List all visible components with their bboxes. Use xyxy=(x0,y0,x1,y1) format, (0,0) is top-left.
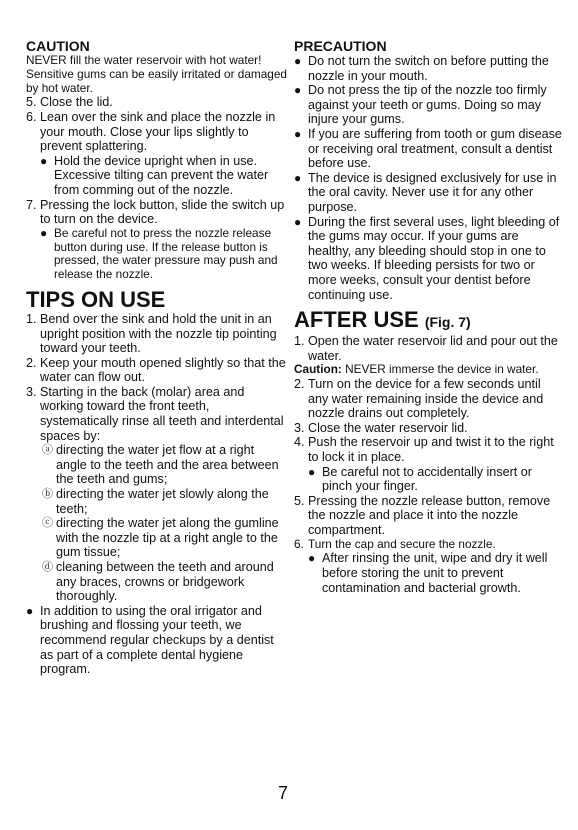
precaution-heading: PRECAUTION xyxy=(294,38,387,54)
bullet-icon: ● xyxy=(294,214,302,229)
after-use-heading: AFTER USE (Fig. 7) xyxy=(294,307,471,333)
after-step-4-bullet: ● Be careful not to accidentally insert or pinch your finger. xyxy=(308,464,533,494)
bullet-icon: ● xyxy=(294,170,302,185)
tip-3-item-a: ⓐ directing the water jet flow at a right angle to the teeth and the area between the teeth and gums; xyxy=(42,443,279,487)
after-caution: Caution: NEVER immerse the device in water. xyxy=(294,362,539,377)
figure-reference: (Fig. 7) xyxy=(424,314,471,331)
tip-3-item-b: ⓑ directing the water jet slowly along the teeth; xyxy=(42,487,269,516)
step-7: 7. Pressing the lock button, slide the switch up to turn on the device. xyxy=(26,197,285,227)
after-step-4: 4. Push the reservoir up and twist it to the right to lock it in place. xyxy=(294,435,554,465)
precaution-item: ● If you are suffering from tooth or gum disease or receiving oral treatment, consult a dentist before use. xyxy=(294,126,562,171)
bullet-icon: ● xyxy=(40,153,48,168)
tip-2: 2. Keep your mouth opened slightly so that the water can flow out. xyxy=(26,355,286,385)
right-column xyxy=(294,38,562,595)
tips-heading: TIPS ON USE xyxy=(26,286,166,312)
bullet-icon: ● xyxy=(294,83,302,98)
tips-bullet: ● In addition to using the oral irrigator and brushing and flossing your teeth, we recommend regular checkups by a dentist as part of a complete dental hygiene program. xyxy=(26,603,274,677)
precaution-item: ● The device is designed exclusively for use in the oral cavity. Never use it for any other purpose. xyxy=(294,170,557,214)
step-6-bullet: ● Hold the device upright when in use. Excessive tilting can prevent the water from comming out of the nozzle. xyxy=(40,153,269,197)
step-6: 6. Lean over the sink and place the nozzle in your mouth. Close your lips slightly to prevent splattering. xyxy=(26,109,276,154)
step-7-bullet: ● Be careful not to press the nozzle release button during use. If the release button is pressed, the water pressure may push and release the nozzle. xyxy=(40,225,278,282)
tip-1: 1. Bend over the sink and hold the unit in an upright position with the nozzle tip pointing toward your teeth. xyxy=(26,311,277,356)
bullet-icon: ● xyxy=(308,551,316,566)
after-step-1: 1. Open the water reservoir lid and pour out the water. xyxy=(294,334,558,363)
bullet-icon: ● xyxy=(294,54,302,68)
step-5: 5. Close the lid. xyxy=(26,95,113,110)
page-number: 7 xyxy=(278,783,289,803)
bullet-icon: ● xyxy=(40,225,48,240)
left-column xyxy=(26,38,288,677)
after-step-6: 6. Turn the cap and secure the nozzle. xyxy=(294,536,496,551)
caution-heading: CAUTION xyxy=(26,38,90,54)
after-step-5: 5. Pressing the nozzle release button, remove the nozzle and place it into the nozzle compartment. xyxy=(294,493,551,538)
precaution-item: ● During the first several uses, light bleeding of the gums may occur. If your gums are healthy, any bleeding should stop in one to two weeks. If bleeding persists for two or more weeks, consult your dentist before continuing use. xyxy=(294,214,560,302)
after-step-2: 2. Turn on the device for a few seconds until any water remaining inside the device and nozzle drains out completely. xyxy=(294,377,544,421)
bullet-icon: ● xyxy=(294,126,302,141)
tip-3: 3. Starting in the back (molar) area and working toward the front teeth, systematically rinse all teeth and interdental spaces by: xyxy=(26,384,284,443)
caution-text: NEVER fill the water reservoir with hot water! Sensitive gums can be easily irritated or damaged by hot water. xyxy=(26,53,287,95)
tip-3-item-c: ⓒ directing the water jet along the gumline with the nozzle tip at a right angle to the gum tissue; xyxy=(42,516,279,560)
after-step-6-bullet: ● After rinsing the unit, wipe and dry it well before storing the unit to prevent contamination and bacterial growth. xyxy=(308,551,548,595)
tip-3-item-d: ⓓ cleaning between the teeth and around any braces, crowns or bridgework thoroughly. xyxy=(42,560,274,604)
precaution-item: ● Do not press the tip of the nozzle too firmly against your teeth or gums. Doing so may injure your gums. xyxy=(294,83,547,127)
bullet-icon: ● xyxy=(308,464,316,479)
precaution-item: ● Do not turn the switch on before putting the nozzle in your mouth. xyxy=(294,54,549,83)
bullet-icon: ● xyxy=(26,603,34,618)
after-step-3: 3. Close the water reservoir lid. xyxy=(294,420,468,435)
